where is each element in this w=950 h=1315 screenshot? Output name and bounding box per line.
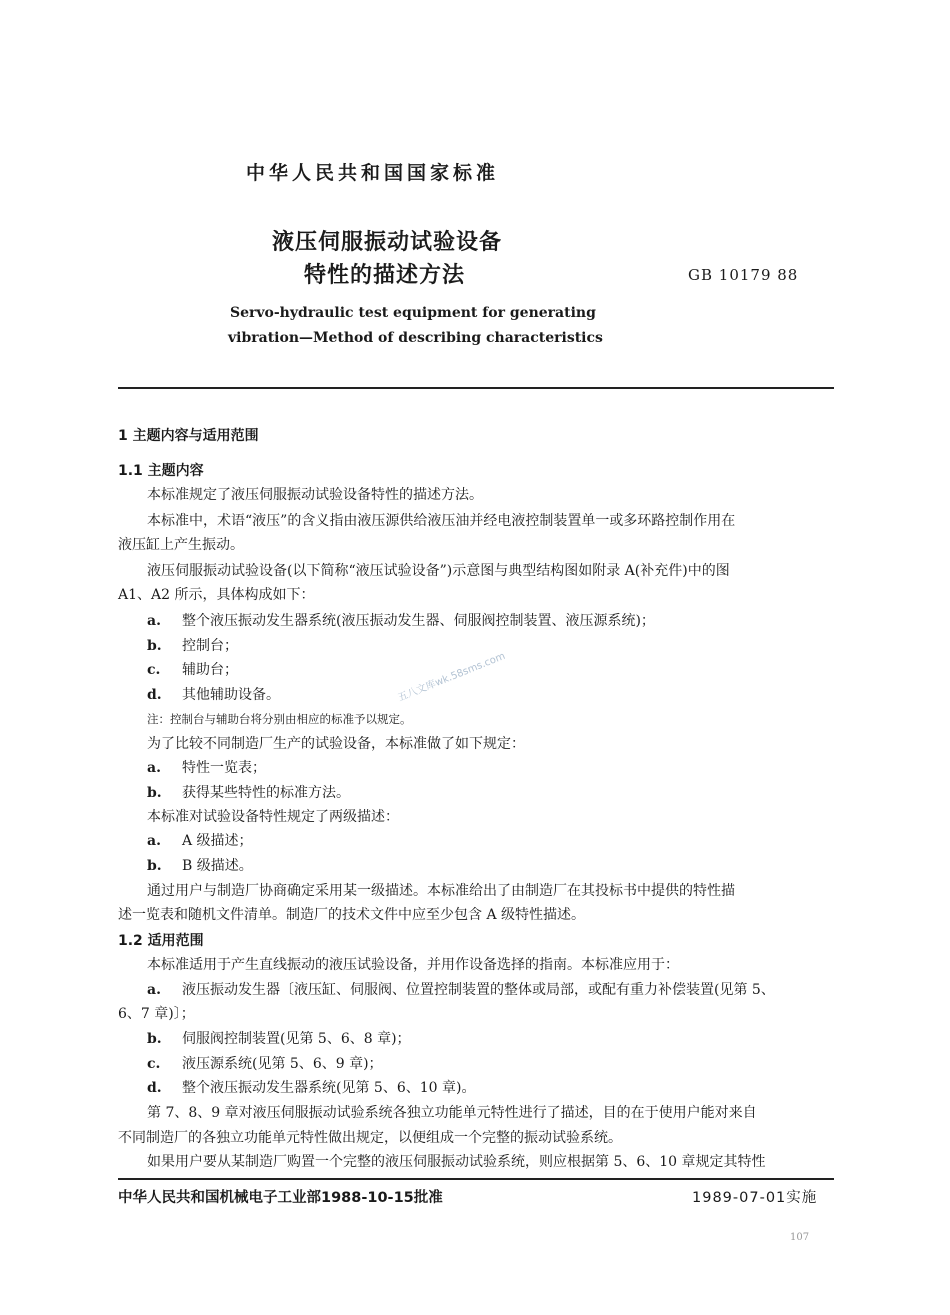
std-number: GB 10179 88 (688, 266, 799, 284)
list-marker: a. (147, 982, 161, 998)
list-marker: d. (147, 687, 162, 703)
paragraph: 液压伺服振动试验设备(以下简称“液压试验设备”)示意图与典型结构图如附录 A(补充件)中的图 (147, 563, 730, 579)
header-rule (118, 387, 834, 389)
paragraph: A1、A2 所示，具体构成如下： (118, 587, 315, 603)
list-item: 整个液压振动发生器系统(见第 5、6、10 章)。 (182, 1080, 476, 1096)
list-item: A 级描述； (182, 833, 253, 849)
paragraph: 如果用户要从某制造厂购置一个完整的液压伺服振动试验系统，则应根据第 5、6、10 章规定其特性 (147, 1154, 766, 1170)
list-item: 控制台； (182, 638, 238, 654)
list-item: 获得某些特性的标准方法。 (182, 785, 350, 801)
page-number: 107 (790, 1232, 810, 1243)
title-cn-line1: 液压伺服振动试验设备 (272, 230, 503, 255)
paragraph: 为了比较不同制造厂生产的试验设备，本标准做了如下规定： (147, 736, 525, 752)
paragraph: 本标准对试验设备特性规定了两级描述： (147, 809, 399, 825)
paragraph: 通过用户与制造厂协商确定采用某一级描述。本标准给出了由制造厂在其投标书中提供的特性描 (147, 883, 735, 899)
list-marker: b. (147, 858, 162, 874)
footer-rule (118, 1178, 834, 1180)
list-marker: a. (147, 760, 161, 776)
list-item: 特性一览表； (182, 760, 266, 776)
list-marker: b. (147, 638, 162, 654)
list-marker: a. (147, 833, 161, 849)
list-marker: a. (147, 613, 161, 629)
list-marker: c. (147, 1056, 161, 1072)
list-item-continuation: 6、7 章)〕； (118, 1006, 195, 1022)
section-1-heading: 1 主题内容与适用范围 (118, 428, 259, 444)
title-cn-line2: 特性的描述方法 (304, 263, 466, 288)
title-en-line2: vibration—Method of describing characteristics (228, 330, 603, 346)
list-item: 整个液压振动发生器系统(液压振动发生器、伺服阀控制装置、液压源系统)； (182, 613, 655, 629)
list-marker: c. (147, 662, 161, 678)
list-item: 其他辅助设备。 (182, 687, 280, 703)
section-1-1-heading: 1.1 主题内容 (118, 463, 204, 479)
list-marker: b. (147, 785, 162, 801)
paragraph: 第 7、8、9 章对液压伺服振动试验系统各独立功能单元特性进行了描述，目的在于使用户能对来自 (147, 1105, 757, 1121)
paragraph: 本标准中，术语“液压”的含义指由液压源供给液压油并经电液控制装置单一或多环路控制作用在 (147, 513, 736, 529)
paragraph: 不同制造厂的各独立功能单元特性做出规定，以便组成一个完整的振动试验系统。 (118, 1130, 622, 1146)
list-item: 液压源系统(见第 5、6、9 章)； (182, 1056, 383, 1072)
effective-date: 1989-07-01实施 (692, 1190, 818, 1206)
list-marker: d. (147, 1080, 162, 1096)
paragraph: 述一览表和随机文件清单。制造厂的技术文件中应至少包含 A 级特性描述。 (118, 907, 586, 923)
paragraph: 液压缸上产生振动。 (118, 537, 244, 553)
approval-text: 中华人民共和国机械电子工业部1988-10-15批准 (118, 1190, 443, 1206)
note: 注：控制台与辅助台将分别由相应的标准予以规定。 (147, 712, 412, 726)
section-1-2-heading: 1.2 适用范围 (118, 933, 204, 949)
paragraph: 本标准适用于产生直线振动的液压试验设备，并用作设备选择的指南。本标准应用于： (147, 957, 679, 973)
list-item: B 级描述。 (182, 858, 253, 874)
standard-category: 中华人民共和国国家标准 (246, 162, 500, 184)
list-marker: b. (147, 1031, 162, 1047)
title-en-line1: Servo-hydraulic test equipment for generating (230, 305, 596, 321)
list-item: 伺服阀控制装置(见第 5、6、8 章)； (182, 1031, 411, 1047)
paragraph: 本标准规定了液压伺服振动试验设备特性的描述方法。 (147, 487, 483, 503)
list-item: 辅助台； (182, 662, 238, 678)
watermark: 五八文库wk.58sms.com (396, 650, 507, 704)
list-item: 液压振动发生器〔液压缸、伺服阀、位置控制装置的整体或局部，或配有重力补偿装置(见第 5、 (182, 982, 775, 998)
